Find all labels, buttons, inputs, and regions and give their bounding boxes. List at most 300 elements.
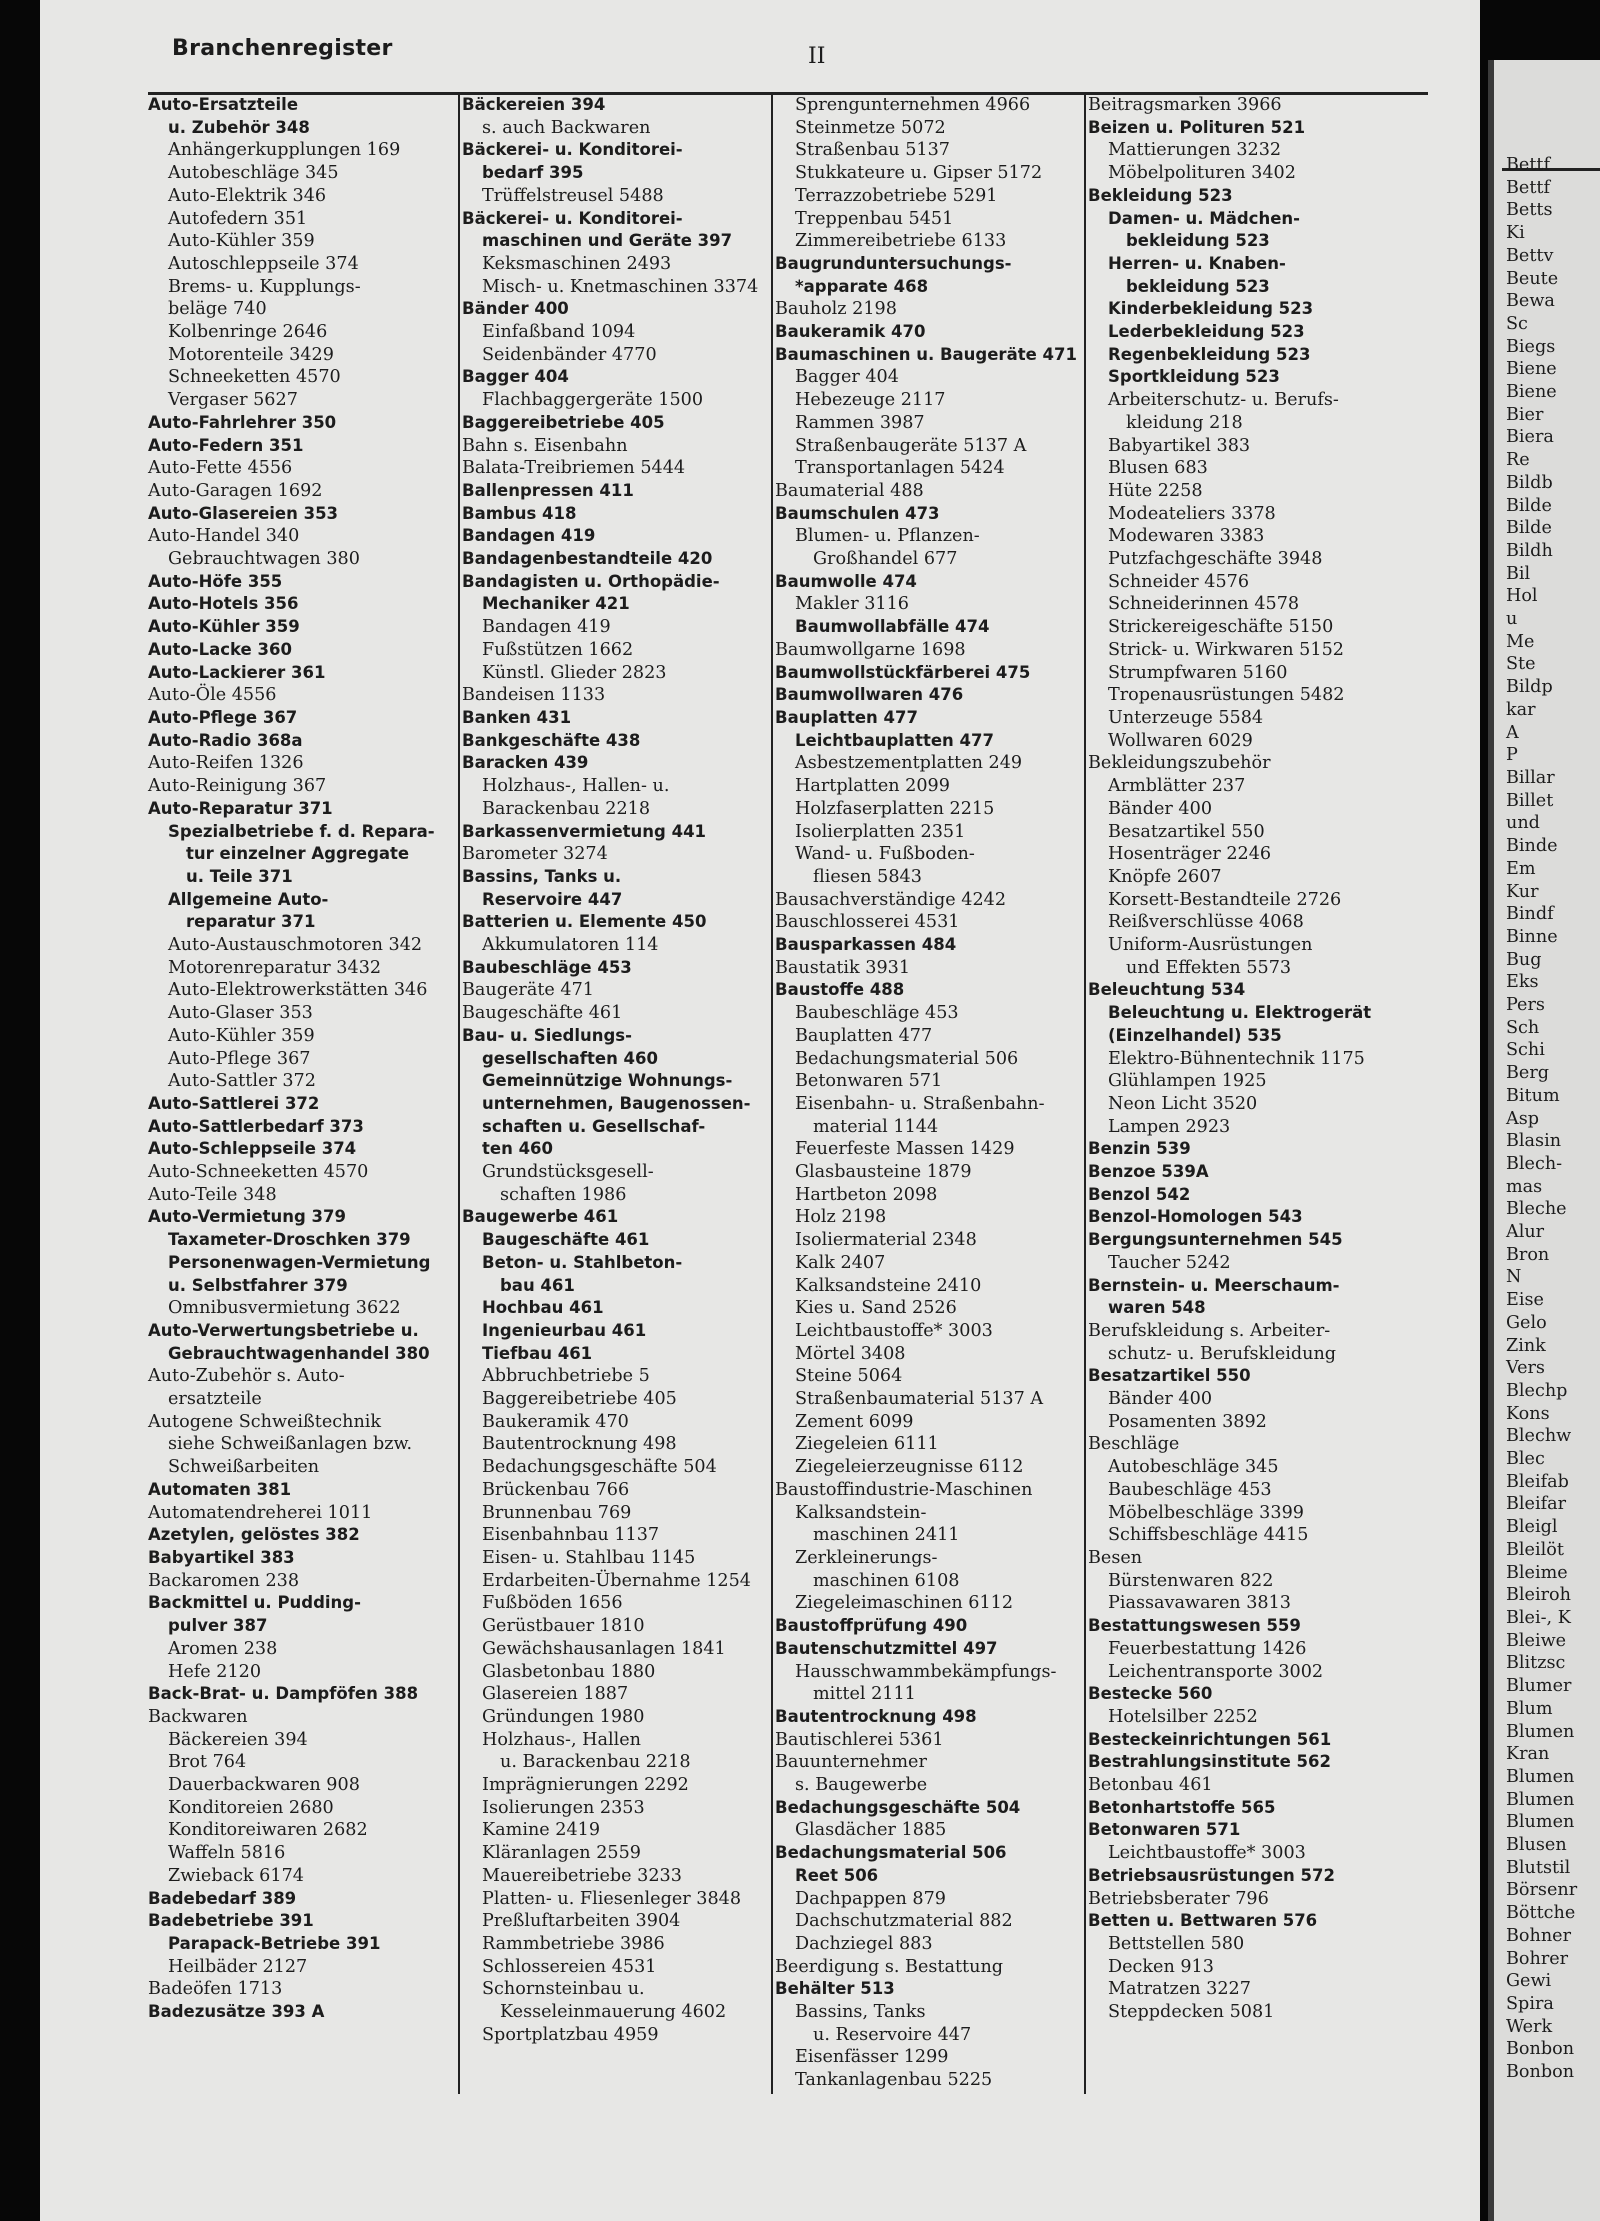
index-subentry: Ziegeleierzeugnisse 6112 (795, 1457, 1024, 1478)
index-entry: Beerdigung s. Bestattung (775, 1956, 1004, 1977)
index-subentry: Auto-Elektrowerkstätten 346 (168, 980, 428, 1001)
index-subentry: Terrazzobetriebe 5291 (795, 185, 998, 206)
index-subentry: bedarf 395 (482, 163, 584, 183)
index-subentry: Arbeiterschutz- u. Berufs- (1108, 390, 1339, 411)
index-subentry: Bäckereien 394 (168, 1729, 308, 1750)
index-subentry: Bedachungsgeschäfte 504 (482, 1457, 717, 1478)
index-entry: Auto-Lacke 360 (148, 639, 292, 659)
index-entry: Bandeisen 1133 (462, 685, 606, 706)
index-entry: Badebetriebe 391 (148, 1911, 314, 1931)
index-subentry: Hosenträger 2246 (1108, 844, 1272, 865)
index-subentry: Baubeschläge 453 (1108, 1479, 1272, 1500)
index-subentry: Hartplatten 2099 (795, 776, 950, 797)
edge-fragment: Blechp (1506, 1380, 1568, 1401)
index-subentry: Kalksandstein- (795, 1502, 927, 1523)
index-subentry: siehe Schweißanlagen bzw. (168, 1434, 413, 1455)
index-subentry: Straßenbaugeräte 5137 A (795, 435, 1027, 456)
index-column-4 (1088, 94, 1398, 2024)
index-subentry: Brot 764 (168, 1752, 247, 1773)
index-subentry: *apparate 468 (795, 276, 929, 296)
index-entry: Betonwaren 571 (1088, 1820, 1241, 1840)
index-entry: Baumwollgarne 1698 (775, 639, 966, 660)
edge-fragment: Bettf (1506, 155, 1550, 175)
index-subentry: Reet 506 (795, 1865, 879, 1885)
index-entry: Balata-Treibriemen 5444 (462, 458, 686, 479)
index-entry: Bestrahlungsinstitute 562 (1088, 1752, 1331, 1772)
index-subentry: Autobeschläge 345 (1108, 1457, 1279, 1478)
index-subentry: maschinen 6108 (813, 1570, 960, 1591)
index-subentry: Eisenfässer 1299 (795, 2047, 949, 2068)
index-entry: Banken 431 (462, 707, 572, 727)
index-subentry: Auto-Sattler 372 (168, 1071, 316, 1092)
index-entry: Bautentrocknung 498 (775, 1706, 977, 1726)
edge-fragment: Bilde (1506, 518, 1552, 539)
index-subentry: Tiefbau 461 (482, 1343, 593, 1363)
edge-fragment: Bonbon (1506, 2062, 1575, 2083)
index-subentry: Mattierungen 3232 (1108, 140, 1282, 161)
edge-fragment: Bettf (1506, 177, 1550, 198)
index-subentry: Wand- u. Fußboden- (795, 844, 975, 865)
index-entry: Ballenpressen 411 (462, 480, 634, 500)
index-subentry: Rammen 3987 (795, 412, 925, 433)
index-subentry: mittel 2111 (813, 1684, 916, 1705)
index-entry: Bergungsunternehmen 545 (1088, 1230, 1343, 1250)
index-subentry: Brückenbau 766 (482, 1479, 630, 1500)
index-entry: Bausachverständige 4242 (775, 889, 1007, 910)
edge-fragment: Biera (1506, 427, 1554, 448)
index-entry: Baumwolle 474 (775, 571, 917, 591)
index-subentry: Korsett-Bestandteile 2726 (1108, 889, 1342, 910)
index-subentry: Zement 6099 (795, 1411, 914, 1432)
index-entry: Betonhartstoffe 565 (1088, 1797, 1276, 1817)
index-subentry: Bagger 404 (795, 367, 899, 388)
index-subentry: reparatur 371 (186, 912, 316, 932)
index-subentry: Hebezeuge 2117 (795, 390, 946, 411)
directory-page (40, 0, 1480, 2221)
index-entry: Baumaterial 488 (775, 480, 924, 501)
index-entry: Auto-Federn 351 (148, 435, 304, 455)
index-subentry: schaften 1986 (500, 1184, 627, 1205)
index-subentry: Elektro-Bühnentechnik 1175 (1108, 1048, 1365, 1069)
index-subentry: Gebrauchtwagen 380 (168, 549, 360, 570)
index-subentry: Kies u. Sand 2526 (795, 1298, 957, 1319)
index-subentry: maschinen 2411 (813, 1525, 960, 1546)
index-entry: Bautenschutzmittel 497 (775, 1638, 998, 1658)
edge-fragment: Blech- (1506, 1153, 1563, 1174)
index-subentry: Eisenbahnbau 1137 (482, 1525, 660, 1546)
index-entry: Azetylen, gelöstes 382 (148, 1525, 360, 1545)
index-entry: Bauholz 2198 (775, 299, 897, 320)
index-entry: Bekleidung 523 (1088, 185, 1233, 205)
index-subentry: Modewaren 3383 (1108, 526, 1265, 547)
index-entry: Auto-Radio 368a (148, 730, 303, 750)
edge-fragment: A (1506, 722, 1519, 743)
index-entry: Bagger 404 (462, 367, 569, 387)
edge-fragment: Gewi (1506, 1971, 1552, 1992)
index-subentry: Schiffsbeschläge 4415 (1108, 1525, 1309, 1546)
edge-fragment: Bonbon (1506, 2039, 1575, 2060)
index-subentry: Möbelbeschläge 3399 (1108, 1502, 1304, 1523)
edge-fragment: Bleiwe (1506, 1630, 1567, 1651)
index-entry: Baumwollstückfärberei 475 (775, 662, 1031, 682)
index-subentry: Mauereibetriebe 3233 (482, 1865, 682, 1886)
index-subentry: tur einzelner Aggregate (186, 844, 410, 864)
page-number: II (808, 44, 826, 69)
index-entry: Auto-Sattlerei 372 (148, 1093, 320, 1113)
index-entry: Beitragsmarken 3966 (1088, 95, 1282, 115)
index-subentry: Autoschleppseile 374 (168, 253, 359, 274)
index-subentry: Ziegeleimaschinen 6112 (795, 1593, 1014, 1614)
index-entry: Backaromen 238 (148, 1570, 300, 1591)
index-entry: Bedachungsgeschäfte 504 (775, 1797, 1021, 1817)
index-entry: Bernstein- u. Meerschaum- (1088, 1275, 1340, 1295)
edge-fragment: Kons (1506, 1403, 1550, 1424)
index-subentry: waren 548 (1108, 1298, 1206, 1318)
index-subentry: Sportkleidung 523 (1108, 367, 1280, 387)
index-entry: Benzol 542 (1088, 1184, 1191, 1204)
index-entry: Besatzartikel 550 (1088, 1366, 1251, 1386)
index-subentry: Bandagen 419 (482, 617, 611, 638)
index-entry: Baumaschinen u. Baugeräte 471 (775, 344, 1077, 364)
index-subentry: Autobeschläge 345 (168, 163, 339, 184)
index-subentry: Blusen 683 (1108, 458, 1208, 479)
index-subentry: Steinmetze 5072 (795, 117, 946, 138)
index-subentry: Abbruchbetriebe 5 (482, 1366, 650, 1387)
index-subentry: Blumen- u. Pflanzen- (795, 526, 980, 547)
index-subentry: Baugeschäfte 461 (482, 1230, 650, 1250)
index-subentry: Posamenten 3892 (1108, 1411, 1267, 1432)
index-entry: Auto-Handel 340 (148, 526, 300, 547)
index-subentry: Lederbekleidung 523 (1108, 322, 1305, 342)
index-subentry: Holz 2198 (795, 1207, 887, 1228)
index-entry: Auto-Verwertungsbetriebe u. (148, 1320, 419, 1340)
edge-fragment: Blei-, K (1506, 1608, 1571, 1628)
edge-fragment: Sc (1506, 313, 1528, 334)
index-subentry: Makler 3116 (795, 594, 909, 615)
index-subentry: Gerüstbauer 1810 (482, 1616, 645, 1637)
index-subentry: Akkumulatoren 114 (482, 935, 659, 956)
index-entry: Bäckerei- u. Konditorei- (462, 208, 683, 228)
edge-fragment: und (1506, 813, 1540, 834)
index-subentry: Tropenausrüstungen 5482 (1108, 685, 1345, 706)
edge-fragment: Bilde (1506, 495, 1552, 516)
edge-fragment: Binde (1506, 836, 1558, 857)
edge-fragment: Zink (1506, 1335, 1546, 1356)
edge-fragment: Bier (1506, 404, 1544, 425)
index-entry: Auto-Kühler 359 (148, 617, 300, 637)
index-subentry: Bassins, Tanks (795, 2002, 926, 2023)
edge-fragment: Eise (1506, 1290, 1544, 1311)
index-subentry: Hefe 2120 (168, 1661, 262, 1682)
index-entry: Behälter 513 (775, 1979, 895, 1999)
index-entry: Bandagisten u. Orthopädie- (462, 571, 720, 591)
index-subentry: Personenwagen-Vermietung (168, 1252, 431, 1272)
index-subentry: Motorenreparatur 3432 (168, 957, 382, 978)
index-subentry: Dachziegel 883 (795, 1933, 933, 1954)
index-subentry: Sprengunternehmen 4966 (795, 95, 1031, 115)
edge-fragment: Sch (1506, 1017, 1540, 1038)
index-entry: Benzin 539 (1088, 1139, 1191, 1159)
index-subentry: Gründungen 1980 (482, 1706, 645, 1727)
index-subentry: Schneiderinnen 4578 (1108, 594, 1300, 615)
index-subentry: maschinen und Geräte 397 (482, 231, 733, 251)
index-entry: Auto-Schleppseile 374 (148, 1139, 357, 1159)
index-subentry: Sportplatzbau 4959 (482, 2024, 659, 2045)
edge-fragment: Bildh (1506, 540, 1553, 561)
index-subentry: Straßenbau 5137 (795, 140, 950, 161)
index-entry: Betten u. Bettwaren 576 (1088, 1911, 1318, 1931)
index-subentry: Betonwaren 571 (795, 1071, 943, 1092)
adjacent-page-fragments (1506, 154, 1600, 2084)
index-entry: Beschläge (1088, 1434, 1180, 1455)
edge-fragment: Blum (1506, 1698, 1553, 1719)
index-entry: Bahn s. Eisenbahn (462, 435, 628, 456)
index-entry: Baumschulen 473 (775, 503, 940, 523)
index-subentry: beläge 740 (168, 299, 267, 320)
index-entry: Baubeschläge 453 (462, 957, 632, 977)
edge-fragment: Schi (1506, 1040, 1545, 1061)
index-subentry: u. Barackenbau 2218 (500, 1752, 691, 1773)
index-entry: Backmittel u. Pudding- (148, 1593, 361, 1613)
edge-fragment: Blutstil (1506, 1857, 1571, 1878)
index-subentry: Hochbau 461 (482, 1298, 604, 1318)
edge-fragment: N (1506, 1267, 1522, 1288)
edge-fragment: Böttche (1506, 1903, 1576, 1924)
edge-fragment: u (1506, 609, 1518, 630)
index-subentry: schaften u. Gesellschaf- (482, 1116, 706, 1136)
index-subentry: Bürstenwaren 822 (1108, 1570, 1274, 1591)
index-subentry: Strumpfwaren 5160 (1108, 662, 1288, 683)
index-entry: Bassins, Tanks u. (462, 866, 622, 886)
index-entry: Beleuchtung 534 (1088, 980, 1246, 1000)
index-entry: Autogene Schweißtechnik (148, 1411, 382, 1432)
index-subentry: Auto-Kühler 359 (168, 231, 315, 252)
index-subentry: Matratzen 3227 (1108, 1979, 1251, 2000)
index-entry: Auto-Zubehör s. Auto- (148, 1366, 345, 1387)
index-entry: Beizen u. Polituren 521 (1088, 117, 1306, 137)
index-subentry: Babyartikel 383 (1108, 435, 1251, 456)
index-subentry: Neon Licht 3520 (1108, 1093, 1258, 1114)
index-subentry: Vergaser 5627 (168, 390, 298, 411)
index-entry: Auto-Garagen 1692 (148, 480, 323, 501)
index-subentry: Künstl. Glieder 2823 (482, 662, 667, 683)
edge-fragment: Werk (1506, 2016, 1553, 2037)
index-subentry: bau 461 (500, 1275, 575, 1295)
index-subentry: Taxameter-Droschken 379 (168, 1230, 411, 1250)
edge-fragment: Ki (1506, 223, 1525, 244)
index-entry: Auto-Glasereien 353 (148, 503, 339, 523)
edge-fragment: Berg (1506, 1063, 1550, 1084)
edge-fragment: Bleifab (1506, 1471, 1569, 1492)
index-subentry: Tankanlagenbau 5225 (795, 2070, 993, 2091)
index-subentry: Stukkateure u. Gipser 5172 (795, 163, 1043, 184)
edge-fragment: Blumen (1506, 1789, 1575, 1810)
index-subentry: Motorenteile 3429 (168, 344, 334, 365)
index-entry: Badeöfen 1713 (148, 1979, 283, 2000)
index-subentry: Wollwaren 6029 (1108, 730, 1253, 751)
index-subentry: Holzfaserplatten 2215 (795, 798, 995, 819)
index-subentry: Auto-Kühler 359 (168, 1025, 315, 1046)
index-subentry: Lampen 2923 (1108, 1116, 1231, 1137)
edge-fragment: Blumen (1506, 1721, 1575, 1742)
index-entry: Auto-Reinigung 367 (148, 776, 327, 797)
index-subentry: Möbelpolituren 3402 (1108, 163, 1296, 184)
index-subentry: u. Selbstfahrer 379 (168, 1275, 348, 1295)
edge-fragment: Re (1506, 450, 1530, 471)
index-subentry: Glasbetonbau 1880 (482, 1661, 656, 1682)
index-subentry: Glasdächer 1885 (795, 1820, 947, 1841)
index-subentry: Knöpfe 2607 (1108, 866, 1222, 887)
index-subentry: Allgemeine Auto- (168, 889, 329, 909)
edge-fragment: mas (1506, 1176, 1543, 1197)
index-subentry: Aromen 238 (168, 1638, 278, 1659)
index-entry: Auto-Fahrlehrer 350 (148, 412, 337, 432)
index-subentry: Kesseleinmauerung 4602 (500, 2002, 727, 2023)
index-entry: Benzol-Homologen 543 (1088, 1207, 1303, 1227)
index-subentry: ersatzteile (168, 1389, 262, 1410)
index-entry: Baustoffindustrie-Maschinen (775, 1479, 1033, 1500)
index-entry: Bausparkassen 484 (775, 935, 957, 955)
index-subentry: Gewächshausanlagen 1841 (482, 1638, 726, 1659)
index-entry: Auto-Höfe 355 (148, 571, 283, 591)
index-subentry: Barackenbau 2218 (482, 798, 651, 819)
index-entry: Baugeschäfte 461 (462, 1003, 623, 1024)
edge-fragment: Asp (1506, 1108, 1539, 1129)
index-subentry: s. Baugewerbe (795, 1775, 928, 1796)
index-entry: Babyartikel 383 (148, 1548, 295, 1567)
edge-fragment: Bohrer (1506, 1948, 1569, 1969)
index-subentry: Grundstücksgesell- (482, 1162, 654, 1183)
index-entry: Bäckerei- u. Konditorei- (462, 140, 683, 160)
index-subentry: Zimmereibetriebe 6133 (795, 231, 1007, 252)
edge-fragment: Bleime (1506, 1562, 1568, 1583)
index-entry: Auto-Lackierer 361 (148, 662, 326, 682)
index-entry: Bauunternehmer (775, 1752, 927, 1773)
index-subentry: Dachschutzmaterial 882 (795, 1911, 1013, 1932)
index-subentry: Ziegeleien 6111 (795, 1434, 939, 1455)
index-subentry: Isolierplatten 2351 (795, 821, 966, 842)
index-entry: Auto-Schneeketten 4570 (148, 1162, 369, 1183)
index-subentry: bekleidung 523 (1126, 231, 1270, 251)
edge-fragment: Bleifar (1506, 1494, 1567, 1515)
index-entry: Baustoffe 488 (775, 980, 905, 1000)
index-subentry: u. Teile 371 (186, 866, 293, 886)
index-subentry: Steppdecken 5081 (1108, 2002, 1275, 2023)
index-subentry: Putzfachgeschäfte 3948 (1108, 549, 1323, 570)
index-subentry: Kalk 2407 (795, 1252, 886, 1273)
index-entry: Baracken 439 (462, 753, 589, 773)
index-subentry: Eisenbahn- u. Straßenbahn- (795, 1093, 1045, 1114)
index-subentry: Leichentransporte 3002 (1108, 1661, 1324, 1682)
index-subentry: Ingenieurbau 461 (482, 1320, 647, 1340)
edge-fragment: Bildb (1506, 472, 1553, 493)
edge-fragment: Bindf (1506, 904, 1554, 925)
index-subentry: Hüte 2258 (1108, 480, 1203, 501)
index-entry: Auto-Pflege 367 (148, 707, 298, 727)
index-subentry: Dauerbackwaren 908 (168, 1775, 360, 1796)
index-subentry: Glasbausteine 1879 (795, 1162, 972, 1183)
index-entry: Back-Brat- u. Dampföfen 388 (148, 1684, 419, 1704)
index-subentry: Bautentrocknung 498 (482, 1434, 677, 1455)
index-entry: Automatendreherei 1011 (148, 1502, 373, 1523)
index-column-2 (462, 94, 772, 2046)
index-subentry: Gebrauchtwagenhandel 380 (168, 1343, 430, 1363)
adjacent-page-edge (1488, 60, 1600, 2221)
index-subentry: Baubeschläge 453 (795, 1003, 959, 1024)
index-subentry: Treppenbau 5451 (795, 208, 954, 229)
index-entry: Bandagen 419 (462, 526, 596, 546)
index-entry: Auto-Hotels 356 (148, 594, 299, 614)
index-entry: Bekleidungszubehör (1088, 753, 1271, 774)
index-subentry: Beleuchtung u. Elektrogerät (1108, 1003, 1372, 1023)
index-subentry: Autofedern 351 (168, 208, 308, 229)
index-entry: Bedachungsmaterial 506 (775, 1843, 1007, 1863)
index-subentry: Hartbeton 2098 (795, 1184, 938, 1205)
edge-fragment: Blec (1506, 1449, 1545, 1470)
edge-fragment: Pers (1506, 995, 1545, 1016)
index-subentry: (Einzelhandel) 535 (1108, 1025, 1282, 1045)
index-subentry: Armblätter 237 (1108, 776, 1246, 797)
index-entry: Betonbau 461 (1088, 1775, 1213, 1796)
index-subentry: Damen- u. Mädchen- (1108, 208, 1300, 228)
index-subentry: Beton- u. Stahlbeton- (482, 1252, 683, 1272)
index-subentry: Baggereibetriebe 405 (482, 1389, 677, 1410)
index-subentry: material 1144 (813, 1116, 939, 1137)
index-entry: Bau- u. Siedlungs- (462, 1025, 632, 1045)
index-subentry: Unterzeuge 5584 (1108, 707, 1264, 728)
index-entry: Auto-Fette 4556 (148, 458, 293, 479)
index-entry: Baggereibetriebe 405 (462, 412, 665, 432)
index-subentry: Kolbenringe 2646 (168, 322, 328, 343)
index-entry: Auto-Öle 4556 (148, 685, 277, 706)
index-entry: Bestattungswesen 559 (1088, 1616, 1301, 1636)
index-entry: Badebedarf 389 (148, 1888, 297, 1908)
edge-fragment: Billet (1506, 790, 1554, 811)
index-subentry: Mechaniker 421 (482, 594, 630, 614)
edge-fragment: Blumen (1506, 1812, 1575, 1833)
edge-fragment: Blumen (1506, 1766, 1575, 1787)
index-subentry: pulver 387 (168, 1616, 268, 1636)
index-subentry: Modeateliers 3378 (1108, 503, 1276, 524)
index-subentry: Steine 5064 (795, 1366, 903, 1387)
index-entry: Auto-Reparatur 371 (148, 798, 333, 818)
index-entry: Bänder 400 (462, 299, 569, 319)
edge-fragment: Bug (1506, 949, 1542, 970)
index-entry: Baustatik 3931 (775, 957, 911, 978)
index-subentry: Glasereien 1887 (482, 1684, 629, 1705)
index-subentry: Leichtbauplatten 477 (795, 730, 994, 750)
index-subentry: Kamine 2419 (482, 1820, 601, 1841)
index-subentry: Reservoire 447 (482, 889, 623, 909)
index-entry: Baumwollwaren 476 (775, 685, 964, 705)
index-subentry: Bettstellen 580 (1108, 1933, 1245, 1954)
index-subentry: kleidung 218 (1126, 412, 1243, 433)
edge-fragment: kar (1506, 699, 1536, 720)
index-subentry: Bänder 400 (1108, 798, 1213, 819)
edge-fragment: Billar (1506, 767, 1555, 788)
index-subentry: Eisen- u. Stahlbau 1145 (482, 1548, 696, 1568)
edge-fragment: Biene (1506, 359, 1557, 380)
index-subentry: Kläranlagen 2559 (482, 1843, 641, 1864)
edge-fragment: Bewa (1506, 291, 1555, 312)
edge-fragment: Ste (1506, 654, 1536, 675)
edge-fragment: Bron (1506, 1244, 1550, 1265)
index-subentry: unternehmen, Baugenossen- (482, 1093, 751, 1113)
edge-fragment: Biene (1506, 382, 1557, 403)
index-subentry: Feuerbestattung 1426 (1108, 1638, 1307, 1659)
index-subentry: Seidenbänder 4770 (482, 344, 657, 365)
edge-fragment: P (1506, 745, 1518, 766)
